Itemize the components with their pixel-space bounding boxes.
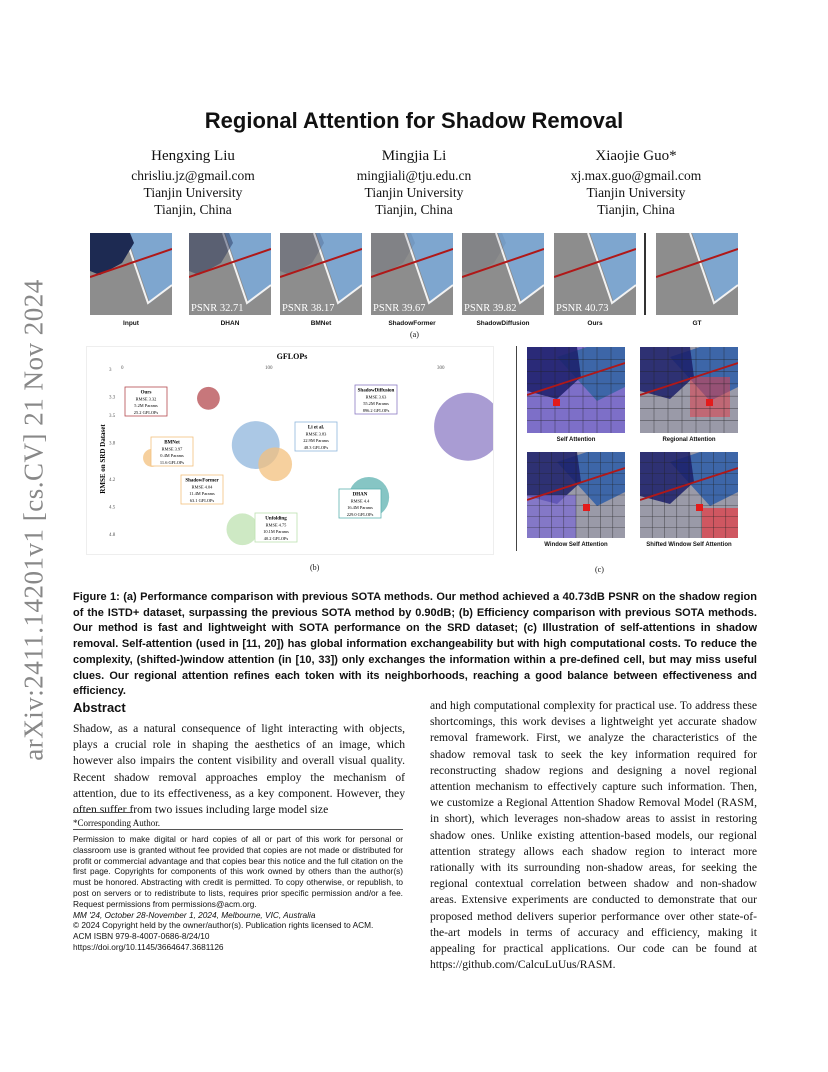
abstract-right-column: and high computational complexity for practical use. To address these shortcomings, this work devises a lightweight yet accurate shadow removal framework. First, we analyze the characteristics of the shadow removal task to seek the key information required for reconstructing shadow regions and designing a novel regional attention mechanism to effectively capture such information. Then, we customize a Regional Attention Shadow Removal Model (RASM, in short), which leverages non-shadow areas to assist in restoring shadow ones. Unlike existing attention-based models, our regional attention strategy allows each shadow region to interact more rationally with its surrounding non-shadow areas, for seeking the regional contextual correlation between shadow and non-shadow areas. Extensive experiments are conducted to demonstrate that our proposed method delivers superior performance over other state-of-the-art models in terms of accuracy and efficiency, making it appealing for practical applications. Our code can be found at https://github.com/CalcuLuUus/RASM. xyxy=(430,699,757,972)
arxiv-stamp xyxy=(10,280,58,760)
query-token xyxy=(583,504,590,511)
author-email: mingjiali@tju.edu.cn xyxy=(356,168,472,183)
footnote-rule xyxy=(73,812,133,813)
figure-b-caption: (b) xyxy=(310,563,320,572)
abstract-heading: Abstract xyxy=(73,700,126,715)
bubble-label-text: BMNet xyxy=(164,440,180,446)
psnr-label: PSNR 39.67 xyxy=(373,303,426,314)
copyright-line: © 2024 Copyright held by the owner/author(s). Publication rights licensed to ACM. xyxy=(73,920,374,931)
regional-attention-panel xyxy=(640,347,738,433)
permission-text: Permission to make digital or hard copies of all or part of this work for personal or classroom use is granted without fee provided that copies are not made or distributed for profit or commercial advantage and that copies bear this notice and the full citation on the first page. Copyrights for components of this work owned by others than the author(s) must be honored. Abstracting with credit is permitted. To copy otherwise, or republish, to post on servers or to redistribute to lists, requires prior specific permission and/or a fee. Request permissions from permissions@acm.org. xyxy=(73,834,403,909)
figure-a-caption: (a) xyxy=(410,330,419,339)
bubble-label-text: 896.2 GFLOPs xyxy=(362,407,390,413)
psnr-label: PSNR 38.17 xyxy=(282,303,335,314)
bubble-label-text: RMSE 3.32 xyxy=(135,396,157,402)
image-tile-gt xyxy=(656,233,738,315)
arxiv-id: arXiv:2411.14201v1 [cs.CV] 21 Nov 2024 xyxy=(18,279,49,761)
bubble-label-text: 229.0 GFLOPs xyxy=(346,511,374,517)
author-location: Tianjin, China xyxy=(597,202,675,217)
bubble-label-text: DHAN xyxy=(352,492,368,498)
psnr-label: PSNR 32.71 xyxy=(191,303,244,314)
bubble-label-text: 22.9M Params xyxy=(303,438,329,444)
bubble-unfolding xyxy=(226,513,258,545)
bubble-label-text: RMSE 4.4 xyxy=(350,498,370,504)
bubble-label-text: 63.1 GFLOPs xyxy=(189,497,215,503)
y-tick-label: 4.5 xyxy=(109,505,116,511)
tile-label: ShadowFormer xyxy=(388,320,436,327)
conference-line: MM '24, October 28-November 1, 2024, Melbourne, VIC, Australia xyxy=(73,909,316,920)
figure-a-strip xyxy=(90,233,740,343)
tile-label: BMNet xyxy=(310,320,332,327)
author-affiliation: Tianjin University xyxy=(364,185,464,200)
author-location: Tianjin, China xyxy=(154,202,232,217)
bubble-label-text: 5.2M Params xyxy=(134,403,158,409)
x-tick-label: 100 xyxy=(265,366,273,371)
bubble-shadowformer xyxy=(258,447,292,481)
x-tick-label: 0 xyxy=(121,366,124,371)
bubble-label-text: 48.3 GFLOPs xyxy=(303,444,329,450)
image-tile-input xyxy=(90,233,172,315)
author-affiliation: Tianjin University xyxy=(586,185,686,200)
shifted-window-attention-panel xyxy=(640,452,738,538)
y-tick-label: 3 xyxy=(109,368,112,373)
tile-label: Input xyxy=(123,320,139,327)
author-3 xyxy=(536,148,736,218)
bubble-label-text: Li et al. xyxy=(307,425,325,431)
psnr-label: PSNR 39.82 xyxy=(464,303,517,314)
author-email: xj.max.guo@gmail.com xyxy=(570,168,702,183)
paper-title: Regional Attention for Shadow Removal xyxy=(204,108,624,133)
y-tick-label: 4.8 xyxy=(109,532,116,538)
bubble-label-text: 10.1M Params xyxy=(263,529,289,535)
bubble-label-text: RMSE 4.75 xyxy=(265,522,287,528)
attention-window xyxy=(702,508,738,538)
bubble-label-text: ShadowDiffusion xyxy=(357,388,395,394)
attention-label: Regional Attention xyxy=(662,437,716,443)
abstract-left-column: Shadow, as a natural consequence of light interacting with objects, plays a crucial role in shaping the aesthetics of an image, which however also impairs the content visibility and overall visual quality. Recent shadow removal approaches employ the mechanism of attention, due to its effectiveness, as a key component. However, they often suffer from two issues including large model size xyxy=(73,722,405,817)
image-tile-bmnet xyxy=(280,233,362,315)
bubble-label-text: 25.2 GFLOPs xyxy=(133,409,159,415)
author-name: Hengxing Liu xyxy=(151,148,235,164)
query-token xyxy=(706,399,713,406)
bubble-shadowdiffusion xyxy=(434,393,494,461)
bubble-label-text: 16.4M Params xyxy=(347,505,373,511)
author-2 xyxy=(314,148,514,218)
isbn-line: ACM ISBN 979-8-4007-0686-8/24/10 xyxy=(73,931,210,942)
bubble-label-text: 40.2 GFLOPs xyxy=(263,535,289,541)
x-tick-label: 300 xyxy=(437,366,445,371)
bubble-label-text: 0.4M Params xyxy=(160,453,184,459)
author-affiliation: Tianjin University xyxy=(143,185,243,200)
doi-line: https://doi.org/10.1145/3664647.3681126 xyxy=(73,941,224,952)
bubble-label-text: 55.2M Params xyxy=(363,401,389,407)
attention-label: Window Self Attention xyxy=(544,542,608,548)
bubble-label-text: RMSE 3.83 xyxy=(305,431,327,437)
author-name: Xiaojie Guo* xyxy=(595,148,677,164)
bubble-label-text: 11.4M Params xyxy=(189,491,215,497)
author-email: chrisliu.jz@gmail.com xyxy=(131,168,255,183)
image-tile-ours xyxy=(554,233,636,315)
attention-label: Self Attention xyxy=(556,437,596,443)
author-location: Tianjin, China xyxy=(375,202,453,217)
y-tick-label: 3.8 xyxy=(109,441,116,447)
bubble-label-text: RMSE 3.97 xyxy=(161,446,183,452)
figure-divider xyxy=(516,346,517,551)
figure-c-caption: (c) xyxy=(595,565,604,574)
psnr-label: PSNR 40.73 xyxy=(556,303,609,314)
image-tile-dhan xyxy=(189,233,271,315)
figure-separator xyxy=(644,233,646,315)
tile-label: DHAN xyxy=(220,320,240,327)
tile-label: Ours xyxy=(587,320,603,327)
y-tick-label: 3.3 xyxy=(109,395,116,401)
tile-label: ShadowDiffusion xyxy=(476,320,530,327)
tile-label: GT xyxy=(692,320,702,327)
self-attention-panel xyxy=(527,347,625,433)
author-1 xyxy=(93,148,293,218)
figure-caption: Figure 1: (a) Performance comparison with previous SOTA methods. Our method achieved a 40.73dB PSNR on the shadow region of the ISTD+ dataset, surpassing the previous SOTA method by 0.90dB; (b) Efficiency comparison with previous SOTA methods. Our method is fast and lightweight with SOTA performance on the SRD dataset; (c) Illustration of self-attentions in shadow removal. Self-attention (used in [11, 20]) has global information exchangeability but with high computational costs. To reduce the complexity, (shifted-)window attention (in [10, 33]) only exchanges the information within a pre-defined cell, but may miss useful clues. Our regional attention refines each token with its neighborhoods, reaching a good balance between effectiveness and efficiency. xyxy=(73,591,757,698)
query-token xyxy=(696,504,703,511)
image-tile-shadowdiffusion xyxy=(462,233,544,315)
permission-rule xyxy=(73,829,403,830)
y-axis-label: RMSE on SRD Dataset xyxy=(99,424,107,494)
bubble-label-text: Unfolding xyxy=(265,516,287,522)
y-tick-label: 3.5 xyxy=(109,413,116,419)
permission-block xyxy=(73,834,403,953)
corresponding-footnote: *Corresponding Author. xyxy=(73,818,160,828)
y-tick-label: 4.2 xyxy=(109,477,116,483)
efficiency-bubble-chart xyxy=(86,346,494,555)
bubble-ours xyxy=(197,387,220,410)
window-attention-panel xyxy=(527,452,625,538)
image-tile-shadowformer xyxy=(371,233,453,315)
author-name: Mingjia Li xyxy=(381,148,447,164)
bubble-label-text: 11.6 GFLOPs xyxy=(159,459,185,465)
bubble-label-text: RMSE 4.04 xyxy=(191,484,213,490)
chart-title: GFLOPs xyxy=(276,352,308,361)
bubble-label-text: RMSE 3.63 xyxy=(365,394,387,400)
query-token xyxy=(553,399,560,406)
attention-label: Shifted Window Self Attention xyxy=(646,542,732,548)
bubble-label-text: Ours xyxy=(140,390,152,396)
bubble-label-text: ShadowFormer xyxy=(185,478,219,484)
